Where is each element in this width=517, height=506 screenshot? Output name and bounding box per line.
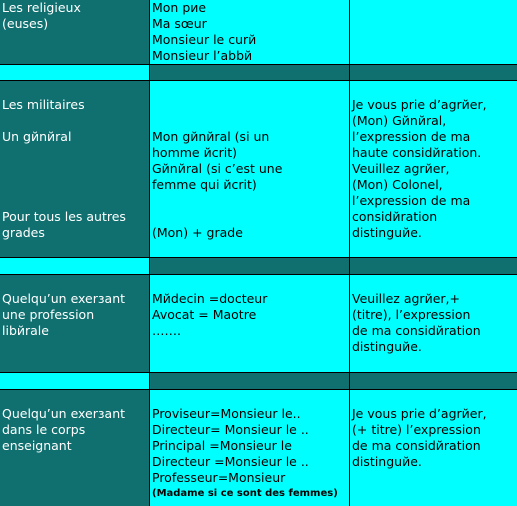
cell-text: enseignant bbox=[2, 438, 72, 453]
cell-text: Principal =Monsieur le bbox=[152, 438, 292, 453]
cell-text: Veuillez agrйer,+ bbox=[352, 291, 460, 306]
row-religieux-category bbox=[0, 0, 149, 64]
cell-text: Les militaires bbox=[2, 97, 85, 112]
column-divider bbox=[349, 0, 350, 506]
cell-text: (Mon) Gйnйral, bbox=[352, 113, 447, 128]
row-corps-enseignant-closing bbox=[350, 390, 517, 506]
row-militaires-closing bbox=[350, 81, 517, 257]
row-profession-liberale-category bbox=[0, 275, 149, 372]
cell-note: (Madame si ce sont des femmes) bbox=[152, 488, 338, 499]
cell-text: Les religieux bbox=[2, 0, 81, 15]
cell-text: Mon рие bbox=[152, 0, 207, 15]
spacer-cell bbox=[0, 373, 149, 389]
cell-text: l’expression de ma bbox=[352, 193, 471, 208]
cell-text: femme qui йcrit) bbox=[152, 177, 257, 192]
row-divider bbox=[0, 274, 517, 275]
cell-text: Un gйnйral bbox=[2, 129, 72, 144]
cell-text: Directeur= Monsieur le .. bbox=[152, 422, 309, 437]
row-divider bbox=[0, 389, 517, 390]
row-corps-enseignant-category bbox=[0, 390, 149, 506]
row-corps-enseignant-salutation bbox=[150, 390, 349, 506]
cell-text: une profession bbox=[2, 307, 95, 322]
spacer-cell bbox=[0, 65, 149, 80]
cell-text: Mon gйnйral (si un bbox=[152, 129, 270, 144]
row-divider bbox=[0, 80, 517, 81]
row-divider bbox=[0, 372, 517, 373]
cell-text: distinguйe. bbox=[352, 454, 422, 469]
cell-text: distinguйe. bbox=[352, 339, 422, 354]
cell-text: Quelqu’un exerзant bbox=[2, 291, 126, 306]
cell-text: Monsieur le curй bbox=[152, 32, 257, 47]
cell-text: homme йcrit) bbox=[152, 145, 237, 160]
cell-text: Avocat = Maotre bbox=[152, 307, 257, 322]
cell-text: Mйdecin =docteur bbox=[152, 291, 268, 306]
spacer-cell bbox=[150, 65, 517, 80]
cell-text: (+ titre) l’expression bbox=[352, 422, 481, 437]
cell-text: Monsieur l’abbй bbox=[152, 48, 253, 63]
row-profession-liberale-salutation bbox=[150, 275, 349, 372]
spacer-cell bbox=[150, 373, 517, 389]
cell-text: considйration bbox=[352, 209, 438, 224]
cell-text: (Mon) Colonel, bbox=[352, 177, 443, 192]
row-profession-liberale-closing bbox=[350, 275, 517, 372]
row-divider bbox=[0, 257, 517, 258]
cell-text: de ma considйration bbox=[352, 438, 481, 453]
cell-text: Directeur =Monsieur le .. bbox=[152, 454, 309, 469]
cell-text: distinguйe. bbox=[352, 225, 422, 240]
row-militaires-category bbox=[0, 81, 149, 257]
cell-text: Pour tous les autres bbox=[2, 209, 126, 224]
cell-text: grades bbox=[2, 225, 45, 240]
cell-text: Je vous prie d’agrйer, bbox=[352, 406, 487, 421]
cell-text: Veuillez agrйer, bbox=[352, 161, 450, 176]
column-divider bbox=[149, 0, 150, 506]
cell-text: dans le corps bbox=[2, 422, 86, 437]
cell-text: Je vous prie d’agrйer, bbox=[352, 97, 487, 112]
row-divider bbox=[0, 64, 517, 65]
cell-text: Professeur=Monsieur bbox=[152, 470, 286, 485]
cell-text: de ma considйration bbox=[352, 323, 481, 338]
cell-text: (titre), l’expression bbox=[352, 307, 471, 322]
cell-text: (euses) bbox=[2, 16, 49, 31]
spacer-cell bbox=[150, 258, 517, 274]
cell-text: Quelqu’un exerзant bbox=[2, 406, 126, 421]
cell-text: haute considйration. bbox=[352, 145, 482, 160]
row-religieux-salutation bbox=[150, 0, 349, 64]
cell-text: libйrale bbox=[2, 323, 49, 338]
cell-text: l’expression de ma bbox=[352, 129, 471, 144]
cell-text: (Mon) + grade bbox=[152, 225, 243, 240]
row-religieux-closing bbox=[350, 0, 517, 64]
cell-text: ……. bbox=[152, 323, 181, 338]
cell-text: Gйnйral (si c’est une bbox=[152, 161, 283, 176]
cell-text: Ma sœur bbox=[152, 16, 207, 31]
spacer-cell bbox=[0, 258, 149, 274]
cell-text: Proviseur=Monsieur le.. bbox=[152, 406, 301, 421]
row-militaires-salutation bbox=[150, 81, 349, 257]
